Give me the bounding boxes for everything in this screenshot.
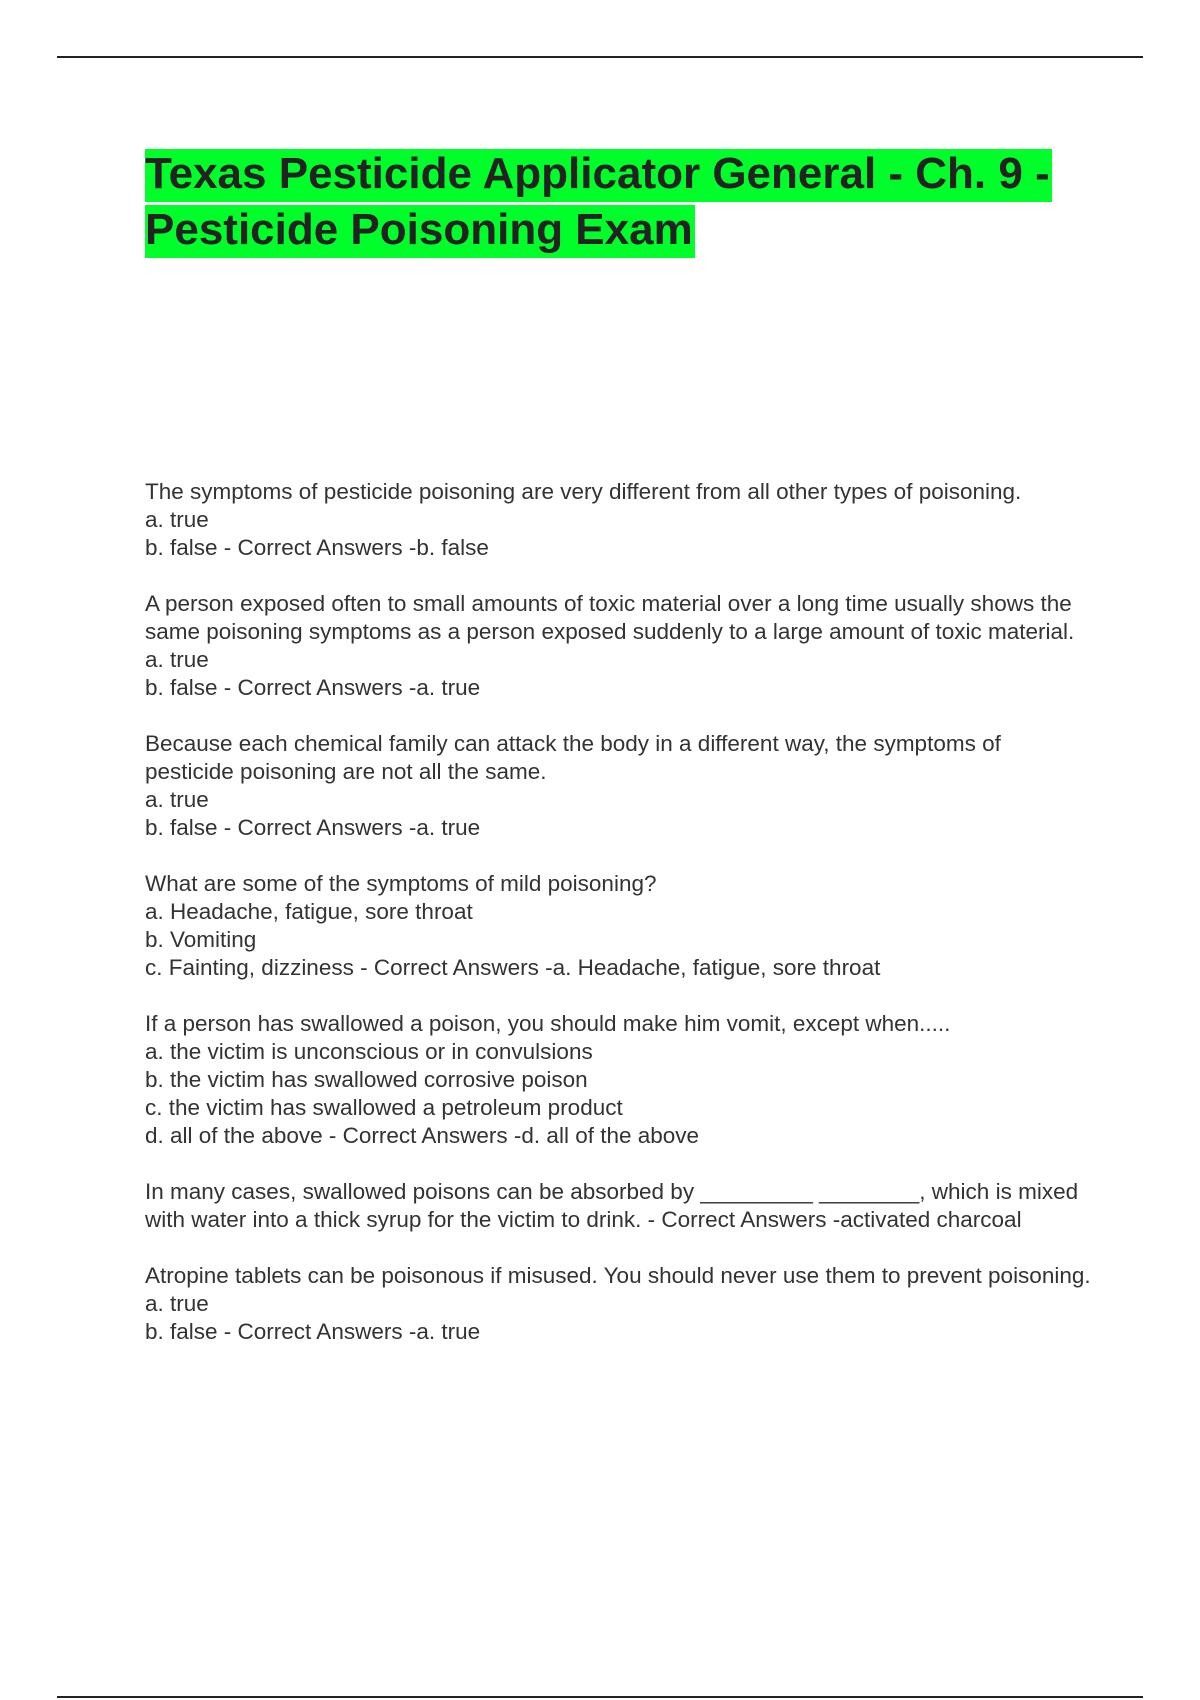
answer-option: b. false - Correct Answers -a. true xyxy=(145,815,481,840)
question-text: What are some of the symptoms of mild poisoning? xyxy=(145,871,657,896)
answer-option: b. false - Correct Answers -b. false xyxy=(145,535,489,560)
top-rule xyxy=(57,56,1143,58)
answer-option: b. Vomiting xyxy=(145,927,257,952)
answer-option: c. Fainting, dizziness - Correct Answers -a. Headache, fatigue, sore throat xyxy=(145,955,881,980)
question-block xyxy=(145,870,1095,982)
answer-option: d. all of the above - Correct Answers -d. all of the above xyxy=(145,1123,700,1148)
answer-option: b. false - Correct Answers -a. true xyxy=(145,675,481,700)
answer-option: a. the victim is unconscious or in convulsions xyxy=(145,1039,593,1064)
bottom-rule xyxy=(57,1696,1143,1698)
question-text: A person exposed often to small amounts of toxic material over a long time usually shows the same poisoning symptoms as a person exposed suddenly to a large amount of toxic material. xyxy=(145,591,1075,644)
question-block xyxy=(145,478,1095,562)
question-block xyxy=(145,590,1095,702)
title-highlight: Texas Pesticide Applicator General - Ch. 9 - Pesticide Poisoning Exam xyxy=(145,149,1052,258)
question-text: If a person has swallowed a poison, you should make him vomit, except when..... xyxy=(145,1011,951,1036)
question-block xyxy=(145,1010,1095,1150)
question-text: The symptoms of pesticide poisoning are very different from all other types of poisoning. xyxy=(145,479,1022,504)
answer-option: c. the victim has swallowed a petroleum product xyxy=(145,1095,623,1120)
question-list xyxy=(145,478,1095,1374)
document-title xyxy=(145,146,1105,258)
answer-option: a. true xyxy=(145,787,209,812)
answer-option: a. true xyxy=(145,507,209,532)
question-block xyxy=(145,1262,1095,1346)
question-text: Because each chemical family can attack the body in a different way, the symptoms of pesticide poisoning are not all the same. xyxy=(145,731,1001,784)
answer-option: a. true xyxy=(145,647,209,672)
question-block xyxy=(145,730,1095,842)
question-text: In many cases, swallowed poisons can be absorbed by _________ ________, which is mixed with water into a thick syrup for the victim to drink. - Correct Answers -activated charcoal xyxy=(145,1179,1079,1232)
answer-option: a. Headache, fatigue, sore throat xyxy=(145,899,473,924)
answer-option: b. the victim has swallowed corrosive poison xyxy=(145,1067,588,1092)
answer-option: b. false - Correct Answers -a. true xyxy=(145,1319,481,1344)
question-text: Atropine tablets can be poisonous if misused. You should never use them to prevent poisoning. xyxy=(145,1263,1091,1288)
question-block xyxy=(145,1178,1095,1234)
answer-option: a. true xyxy=(145,1291,209,1316)
